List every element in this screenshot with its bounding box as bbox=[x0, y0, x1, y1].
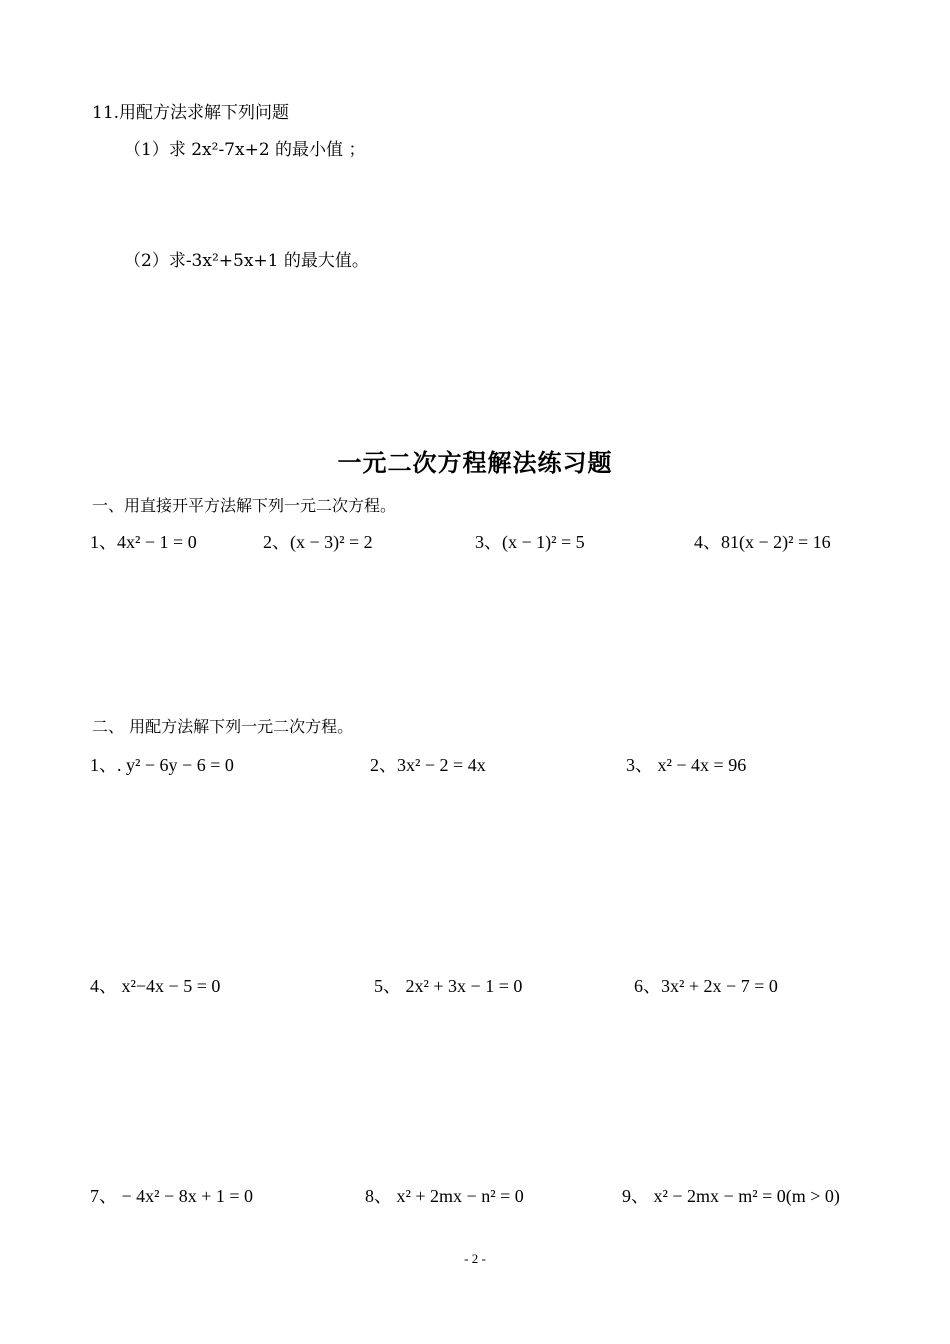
section1-heading: 一、用直接开平方法解下列一元二次方程。 bbox=[92, 496, 397, 515]
s1-problem-3: 3、(x − 1)² = 5 bbox=[475, 532, 585, 552]
page-number: - 2 - bbox=[464, 1251, 486, 1266]
s2-problem-7: 7、 − 4x² − 8x + 1 = 0 bbox=[90, 1186, 254, 1206]
s2-problem-4: 4、 x²−4x − 5 = 0 bbox=[90, 976, 221, 996]
q11-part2: （2）求-3x²+5x+1 的最大值。 bbox=[124, 251, 369, 271]
s1-problem-1: 1、4x² − 1 = 0 bbox=[90, 532, 197, 552]
s2-problem-6: 6、3x² + 2x − 7 = 0 bbox=[634, 976, 778, 996]
s2-problem-9: 9、 x² − 2mx − m² = 0(m > 0) bbox=[622, 1186, 840, 1206]
s1-problem-4: 4、81(x − 2)² = 16 bbox=[694, 532, 831, 552]
s2-problem-1: 1、. y² − 6y − 6 = 0 bbox=[90, 755, 234, 775]
q11-heading: 11.用配方法求解下列问题 bbox=[92, 103, 290, 123]
s1-problem-2: 2、(x − 3)² = 2 bbox=[263, 532, 373, 552]
s2-problem-5: 5、 2x² + 3x − 1 = 0 bbox=[374, 976, 523, 996]
s2-problem-3: 3、 x² − 4x = 96 bbox=[626, 755, 747, 775]
section2-heading: 二、 用配方法解下列一元二次方程。 bbox=[92, 717, 354, 736]
s2-problem-2: 2、3x² − 2 = 4x bbox=[370, 755, 486, 775]
s2-problem-8: 8、 x² + 2mx − n² = 0 bbox=[365, 1186, 524, 1206]
q11-part1: （1）求 2x²-7x+2 的最小值 ； bbox=[124, 140, 366, 160]
page-title: 一元二次方程解法练习题 bbox=[337, 449, 613, 477]
